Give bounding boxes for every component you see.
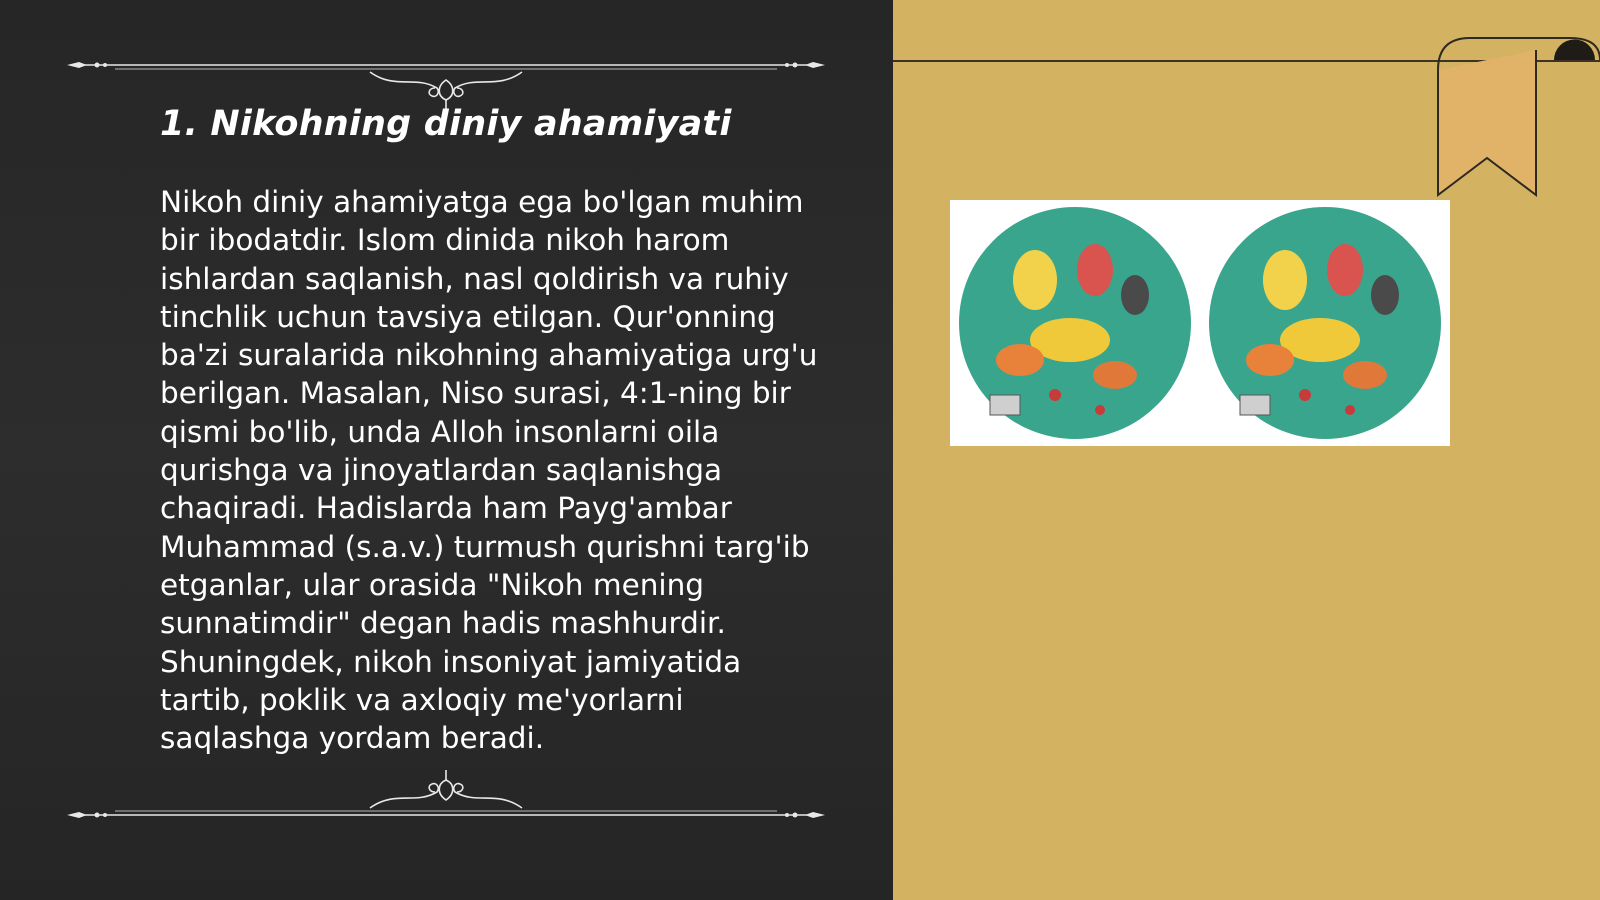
slide-title: 1. Nikohning diniy ahamiyati	[160, 104, 732, 144]
body-line: ishlardan saqlanish, nasl qoldirish va ruhiy	[160, 261, 789, 296]
body-line: ba'zi suralarida nikohning ahamiyatiga urg'u	[160, 338, 818, 373]
top-ornament-divider	[65, 50, 827, 110]
body-line: Nikoh diniy ahamiyatga ega bo'lgan muhim	[160, 185, 804, 219]
body-paragraph	[160, 183, 840, 757]
body-line: Muhammad (s.a.v.) turmush qurishni targ'ib	[160, 529, 810, 564]
illustration-people-circles-icon	[950, 200, 1450, 446]
body-line: etganlar, ular orasida "Nikoh mening	[160, 567, 705, 602]
bookmark-ribbon-icon	[1430, 30, 1600, 200]
body-line: chaqiradi. Hadislarda ham Payg'ambar	[160, 491, 732, 526]
body-line: Shuningdek, nikoh insoniyat jamiyatida	[160, 644, 742, 679]
body-line: berilgan. Masalan, Niso surasi, 4:1-ning bir	[160, 376, 791, 411]
body-line: sunnatimdir" degan hadis mashhurdir.	[160, 606, 726, 641]
body-line: qurishga va jinoyatlardan saqlanishga	[160, 453, 723, 488]
body-line: saqlashga yordam beradi.	[160, 721, 545, 756]
body-line: qismi bo'lib, unda Alloh insonlarni oila	[160, 414, 720, 449]
bottom-ornament-divider	[65, 770, 827, 830]
body-line: tartib, poklik va axloqiy me'yorlarni	[160, 682, 684, 717]
body-line: tinchlik uchun tavsiya etilgan. Qur'onning	[160, 299, 776, 334]
illustration-image	[950, 200, 1450, 446]
body-line: bir ibodatdir. Islom dinida nikoh harom	[160, 223, 730, 258]
